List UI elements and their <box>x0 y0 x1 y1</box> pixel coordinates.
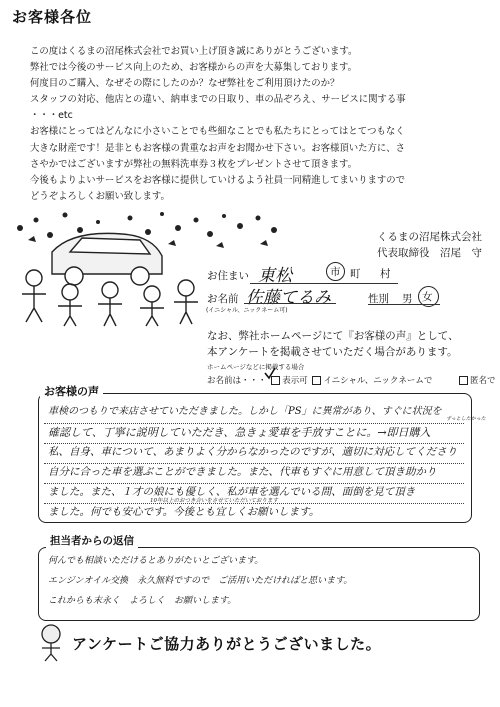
page-title: お客様各位 <box>12 8 93 26</box>
intro-line: この度はくるまの沼尾株式会社でお買い上げ頂き誠にありがとうございます。 <box>30 46 358 57</box>
name-underline <box>244 303 336 304</box>
mascot-icon <box>34 622 68 662</box>
company-signature <box>377 229 482 261</box>
intro-line: ・・・etc <box>30 110 73 122</box>
voice-insert: ずっとしたかった <box>446 416 486 422</box>
reply-line: 何んでも相談いただけるとありがたいとございます。 <box>48 556 264 566</box>
voice-line: ました。何でも安心です。今後とも宜しくお願いします。 <box>48 506 320 518</box>
intro-line: 弊社では今後のサービス向上のため、お客様からの声を大募集しております。 <box>30 62 358 74</box>
reply-line: エンジンオイル交換 永久無料ですので ご活用いただければと思います。 <box>48 576 353 586</box>
option-initials: イニシャル、ニックネームで <box>323 376 433 386</box>
gender-underline <box>368 304 440 305</box>
name-hint: (イニシャル、ニックネーム可) <box>206 307 288 314</box>
company-name: くるまの沼尾株式会社 <box>377 231 482 243</box>
publish-hint: ホームページなどに掲載する場合 <box>207 363 305 371</box>
gender-female[interactable]: 女 <box>422 291 433 303</box>
notice-text <box>207 328 459 360</box>
intro-line: 何度目のご購入、なぜその際にしたのか？なぜ弊社をご利用頂けたのか？ <box>30 78 340 90</box>
check-mark-icon <box>263 366 277 380</box>
gender-label: 性別 <box>368 293 389 305</box>
intro-line: スタッフの対応、他店との違い、納車までの日取り、車の品ぞろえ、サービスに関する事 <box>30 94 406 106</box>
publish-options <box>207 374 496 386</box>
staff-reply-label: 担当者からの返信 <box>46 533 138 548</box>
address-label: お住まい <box>207 270 249 282</box>
notice-line: 本アンケートを掲載させていただく場合があります。 <box>207 346 458 358</box>
company-representative: 代表取締役 沼尾 守 <box>377 247 482 259</box>
intro-line: 大きな財産です！是非ともお客様の貴重なお声をお聞かせ下さい。お客様頂いた方に、さ <box>30 142 406 154</box>
gender-male[interactable]: 男 <box>402 293 413 305</box>
intro-line: 今後もよりよいサービスをお客様に提供していけるよう社員一同精進してまいりますので <box>30 174 406 186</box>
voice-line: 自分に合った車を選ぶことができました。また、代車もすぐに用意して頂き助かり <box>48 466 437 478</box>
option-anonymous: 匿名で <box>470 376 496 386</box>
voice-line: 確認して、丁寧に説明していただき、急きょ愛車を手放すことに。→即日購入 <box>48 426 431 439</box>
car-family-illustration <box>12 212 202 328</box>
thanks-message: アンケートご協力ありがとうございました。 <box>72 635 382 653</box>
publish-prefix: お名前は・・・ <box>207 376 267 386</box>
address-village: 村 <box>380 268 391 280</box>
option-display-ok: 表示可 <box>282 376 308 386</box>
customer-voice-label: お客様の声 <box>40 383 103 399</box>
intro-line: お客様にとってはどんなに小さいことでも些細なことでも私たちにとってはとてつもなく <box>30 126 405 138</box>
notice-line: なお、弊社ホームページにて『お客様の声』として、 <box>207 330 459 342</box>
voice-line: 私、自身、車について、あまりよく分からなかったのですが、適切に対応してくださり <box>48 446 458 458</box>
address-value: 東松 <box>258 266 292 286</box>
voice-line: 車検のつもりで来店させていただきました。しかし「PS」に異常があり、すぐに状況を <box>48 406 442 417</box>
name-value: 佐藤てるみ <box>246 288 331 308</box>
name-label: お名前 <box>207 293 239 305</box>
voice-insert: 10年以上のおつき合いをさせていただいております <box>150 498 278 504</box>
address-town: 町 <box>350 268 361 280</box>
address-city: 市 <box>330 266 341 278</box>
intro-text <box>30 44 492 205</box>
checkbox-anonymous[interactable] <box>459 376 468 385</box>
reply-line: これからも末永く よろしく お願いします。 <box>48 596 237 606</box>
intro-line: どうぞよろしくお願い致します。 <box>30 190 170 202</box>
intro-line: さやかではございますが弊社の無料洗車券３枚をプレゼントさせて頂きます。 <box>30 158 358 170</box>
checkbox-initials[interactable] <box>312 376 321 385</box>
voice-line: ました。また、１才の娘にも優しく、私が車を選んでいる間、面倒を見て頂き <box>48 486 416 498</box>
